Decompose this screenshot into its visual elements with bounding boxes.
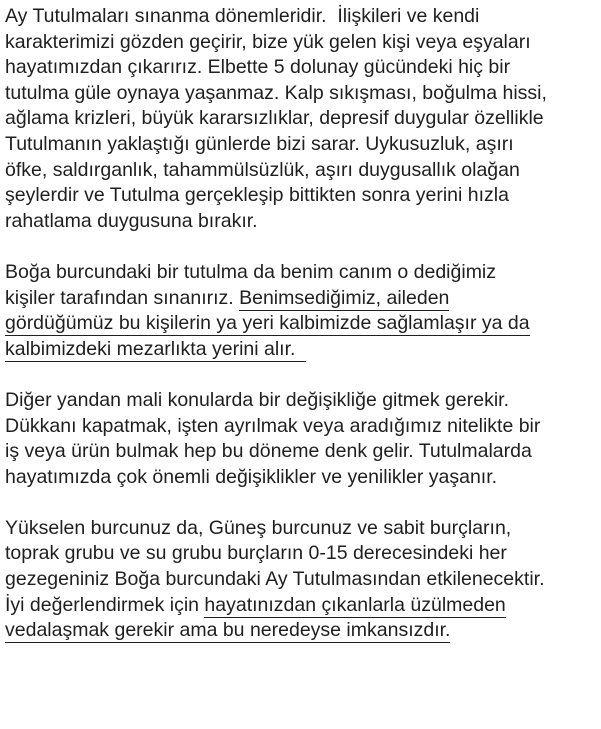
- text-segment: Diğer yandan mali konularda bir değişikliğe gitmek gerekir.: [5, 388, 510, 411]
- text-segment: toprak grubu ve su grubu burçların 0-15 derecesindeki her: [5, 542, 507, 565]
- text-line: [5, 209, 599, 235]
- text-segment: öfke, saldırganlık, tahammülsüzlük, aşırı duygusallık olağan: [5, 158, 520, 181]
- text-line: [5, 465, 599, 491]
- article-body: [5, 4, 599, 644]
- text-segment: Ay Tutulmaları sınanma dönemleridir. İlişkileri ve kendi: [5, 5, 480, 27]
- text-line: [5, 55, 599, 81]
- text-line: [5, 541, 599, 567]
- text-segment: ağlama krizleri, büyük kararsızlıklar, depresif duygular özellikle: [5, 107, 544, 130]
- text-segment: gezegeniniz Boğa burcundaki Ay Tutulmasından etkilenecektir.: [5, 568, 545, 591]
- text-segment: Tutulmanın yaklaştığı günlerde bizi sarar. Uykusuzluk, aşırı: [5, 132, 514, 155]
- text-segment: rahatlama duygusuna bırakır.: [5, 209, 258, 232]
- text-segment: hayatımızdan çıkarırız. Elbette 5 dolunay gücündeki hiç bir: [5, 56, 511, 79]
- text-line: [5, 388, 599, 414]
- text-line: [5, 516, 599, 542]
- text-line: [5, 439, 599, 465]
- text-segment: Boğa burcundaki bir tutulma da benim canım o dediğimiz: [5, 260, 497, 283]
- text-line: [5, 30, 599, 56]
- text-line: [5, 414, 599, 440]
- text-line: [5, 132, 599, 158]
- text-segment: kişiler tarafından sınanırız.: [5, 286, 240, 309]
- paragraph: [5, 388, 599, 490]
- text-segment: iş veya ürün bulmak hep bu döneme denk gelir. Tutulmalarda: [5, 440, 532, 463]
- paragraph: [5, 4, 599, 234]
- text-line: [5, 260, 599, 286]
- underlined-text: gördüğümüz bu kişilerin ya yeri kalbimizde sağlamlaşır ya da: [5, 312, 530, 335]
- paragraph: [5, 516, 599, 644]
- text-line: [5, 158, 599, 184]
- text-line: [5, 567, 599, 593]
- underlined-text: vedalaşmak gerekir ama bu neredeyse imkansızdır.: [5, 619, 451, 642]
- text-segment: Yükselen burcunuz da, Güneş burcunuz ve sabit burçların,: [5, 516, 512, 539]
- text-line: [5, 106, 599, 132]
- underlined-text: hayatınızdan çıkanlarla üzülmeden: [204, 593, 506, 616]
- underlined-text: kalbimizdeki mezarlıkta yerini alır.: [5, 337, 307, 360]
- text-line: [5, 4, 599, 30]
- text-line: [5, 286, 599, 312]
- paragraph: [5, 260, 599, 362]
- text-segment: İyi değerlendirmek için: [5, 593, 205, 616]
- underlined-text: Benimsediğimiz, aileden: [239, 286, 450, 309]
- text-line: [5, 81, 599, 107]
- text-line: [5, 311, 599, 337]
- text-segment: şeylerdir ve Tutulma gerçekleşip bittikten sonra yerini hızla: [5, 184, 509, 207]
- text-line: [5, 337, 599, 363]
- text-segment: hayatımızda çok önemli değişiklikler ve yenilikler yaşanır.: [5, 465, 498, 488]
- text-segment: karakterimizi gözden geçirir, bize yük gelen kişi veya eşyaları: [5, 30, 531, 53]
- text-segment: tutulma güle oynaya yaşanmaz. Kalp sıkışması, boğulma hissi,: [5, 81, 547, 104]
- text-line: [5, 618, 599, 644]
- text-segment: Dükkanı kapatmak, işten ayrılmak veya aradığımız nitelikte bir: [5, 414, 541, 437]
- text-line: [5, 183, 599, 209]
- text-line: [5, 593, 599, 619]
